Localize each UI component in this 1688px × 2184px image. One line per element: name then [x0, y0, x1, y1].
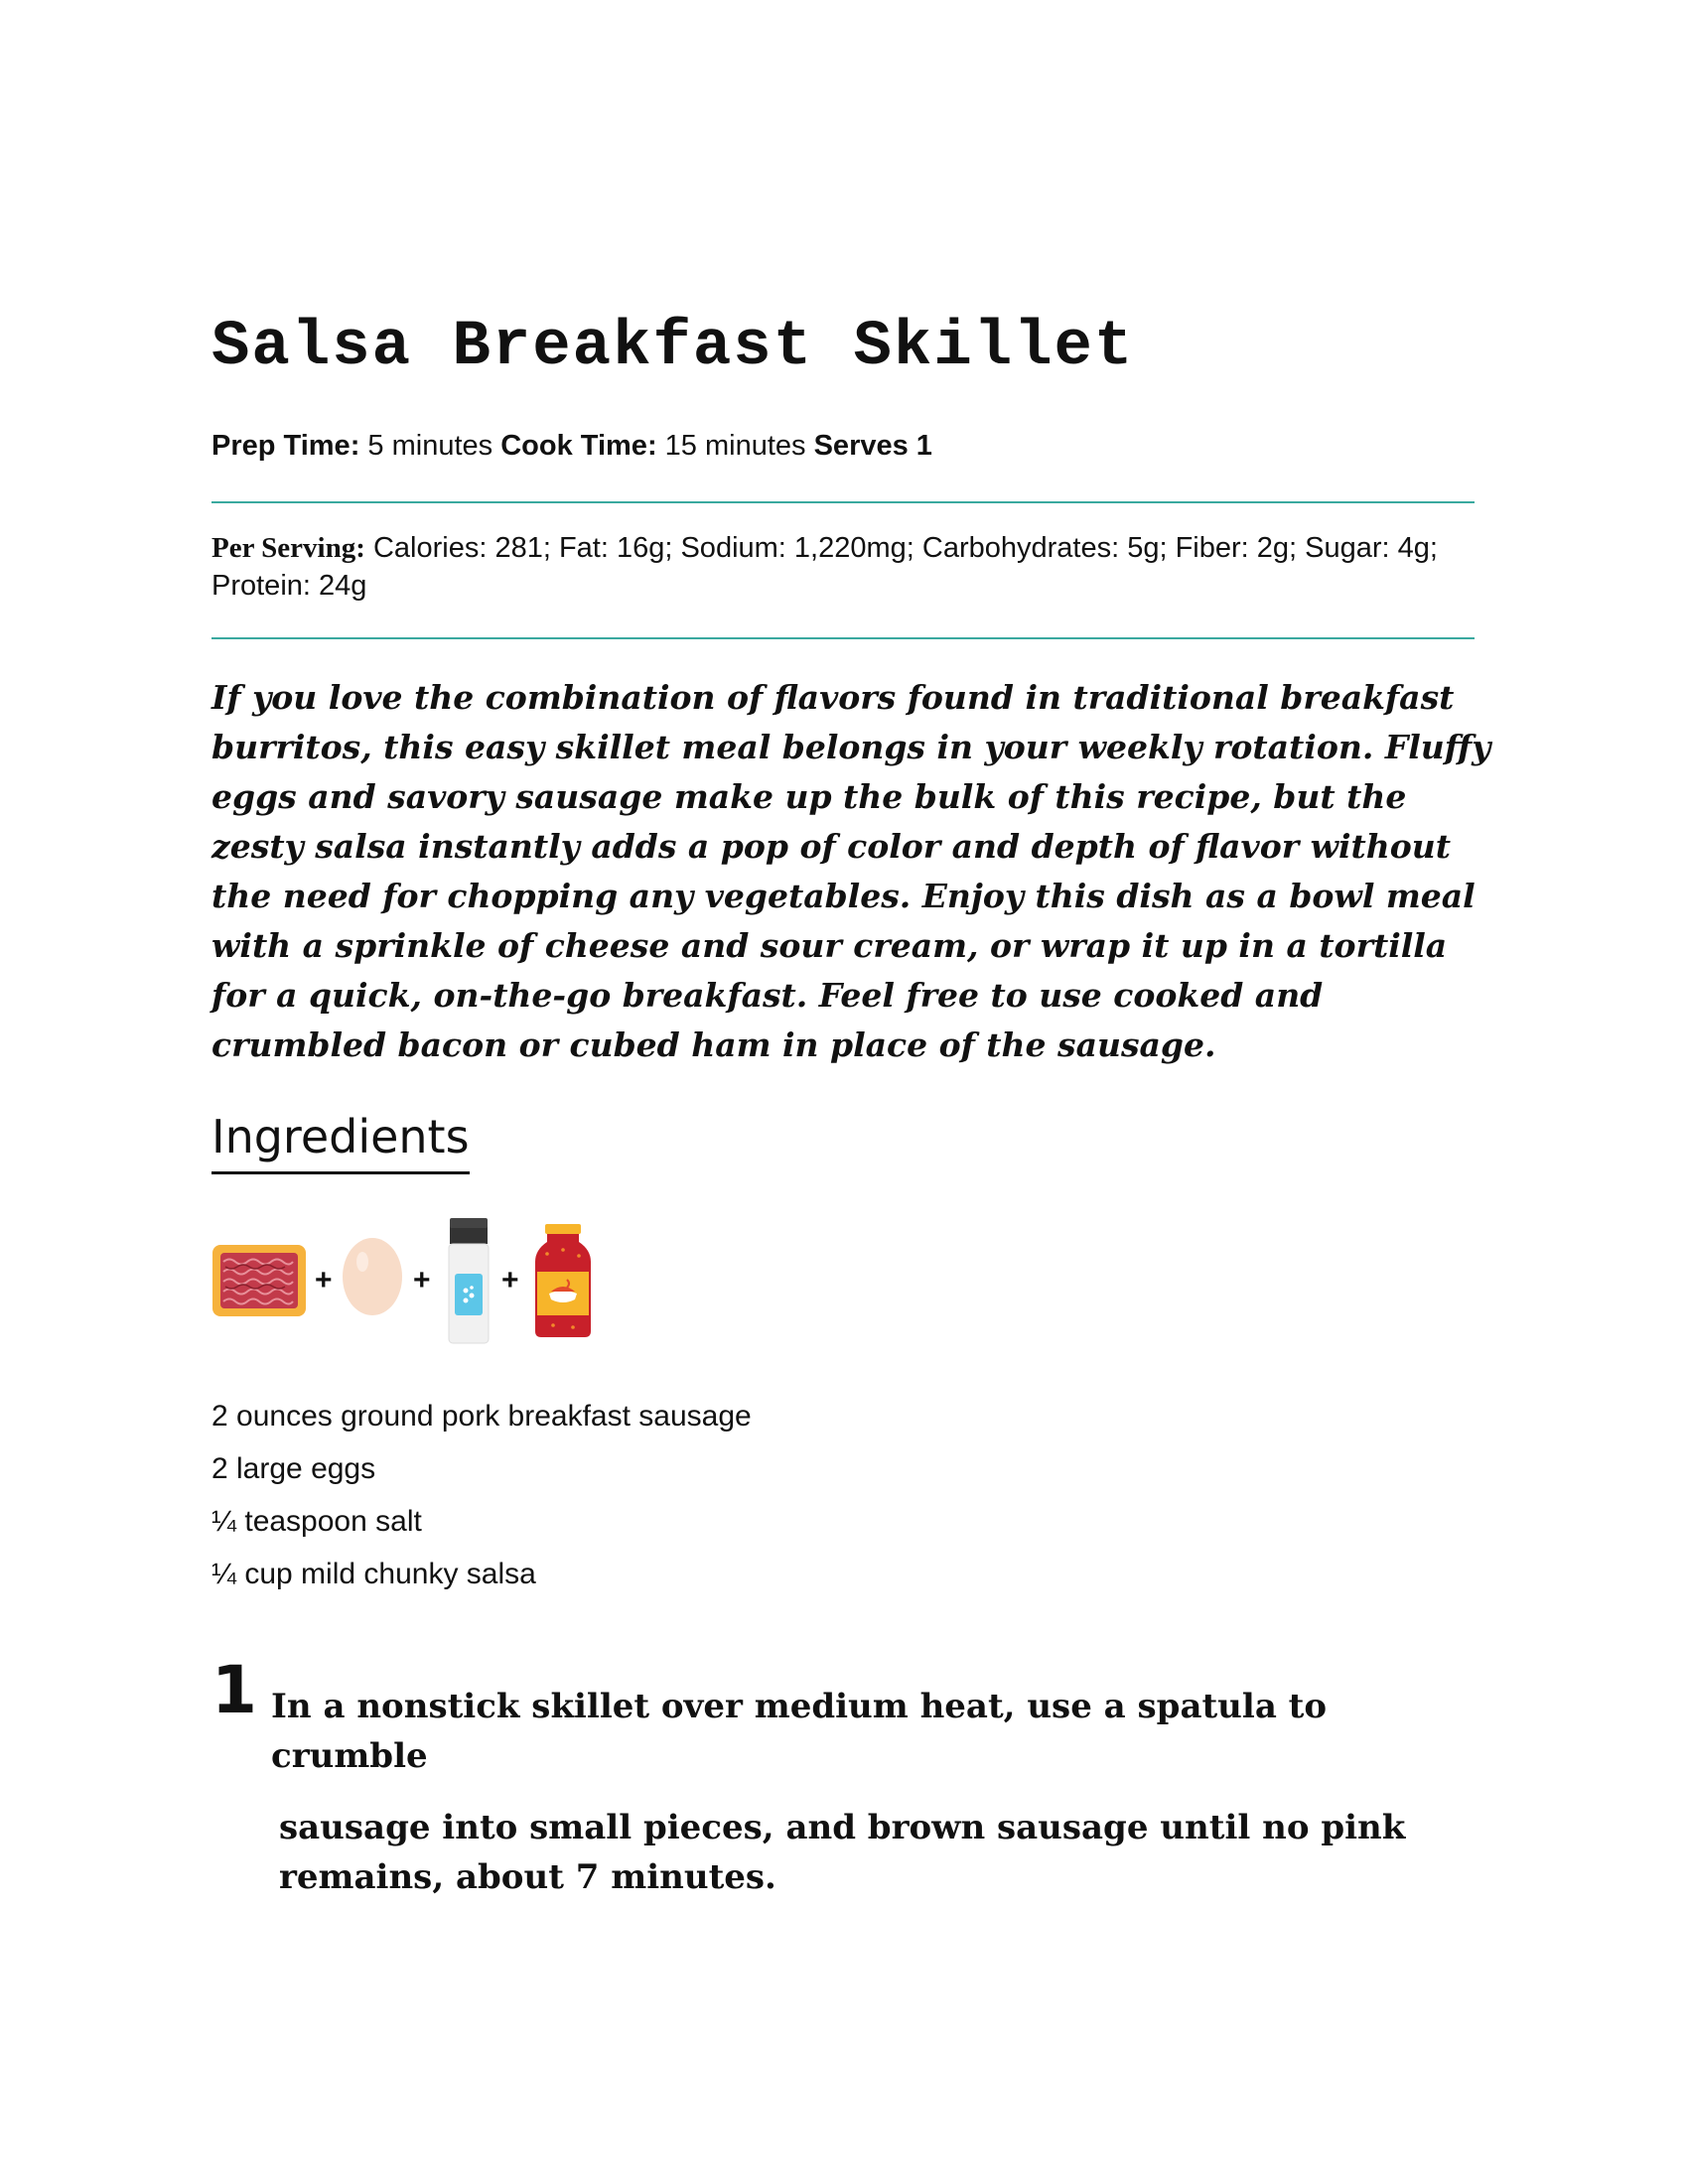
- step-text-first-line: In a nonstick skillet over medium heat, use a spatula to crumble: [271, 1687, 1328, 1776]
- salsa-jar-icon: [533, 1222, 593, 1339]
- step-number: 1: [211, 1652, 257, 1728]
- salt-shaker-icon: [446, 1216, 492, 1345]
- nutrition-text: Calories: 281; Fat: 16g; Sodium: 1,220mg; Carbohydrates: 5g; Fiber: 2g; Sugar: 4g; Protein: 24g: [211, 532, 1438, 602]
- recipe-title: Salsa Breakfast Skillet: [211, 312, 1135, 383]
- ingredients-heading: Ingredients: [211, 1114, 470, 1174]
- serves-label: Serves 1: [813, 430, 932, 462]
- plus-sign: +: [413, 1264, 431, 1297]
- cook-time-value: 15 minutes: [664, 430, 806, 462]
- step-text: [271, 1682, 1482, 1902]
- egg-icon: [341, 1232, 404, 1317]
- divider-bottom: [211, 637, 1475, 639]
- ingredient-item: ¼ teaspoon salt: [211, 1505, 422, 1538]
- nutrition-info: [211, 529, 1475, 605]
- divider-top: [211, 501, 1475, 503]
- prep-time-label: Prep Time:: [211, 430, 360, 462]
- prep-time-value: 5 minutes: [367, 430, 493, 462]
- ingredient-item: 2 ounces ground pork breakfast sausage: [211, 1400, 752, 1433]
- nutrition-label: Per Serving:: [211, 532, 365, 564]
- plus-sign: +: [315, 1264, 333, 1297]
- step-text-rest: sausage into small pieces, and brown sausage until no pink remains, about 7 minutes.: [279, 1808, 1406, 1897]
- recipe-intro: If you love the combination of flavors found in traditional breakfast burritos, this easy skillet meal belongs in your weekly rotation. Fluffy eggs and savory sausage make up the bulk of this recipe, but the zesty salsa instantly adds a pop of color and depth of flavor without the need for chopping any vegetables. Enjoy this dish as a bowl meal with a sprinkle of cheese and sour cream, or wrap it up in a tortilla for a quick, on-the-go breakfast. Feel free to use cooked and crumbled bacon or cubed ham in place of the sausage.: [211, 678, 1491, 1064]
- cook-time-label: Cook Time:: [500, 430, 657, 462]
- plus-sign: +: [501, 1264, 519, 1297]
- ingredient-item: ¼ cup mild chunky salsa: [211, 1558, 536, 1590]
- ground-sausage-icon: [211, 1244, 307, 1317]
- recipe-meta: [211, 429, 932, 464]
- ingredient-list: [211, 1390, 752, 1600]
- ingredient-item: 2 large eggs: [211, 1452, 376, 1485]
